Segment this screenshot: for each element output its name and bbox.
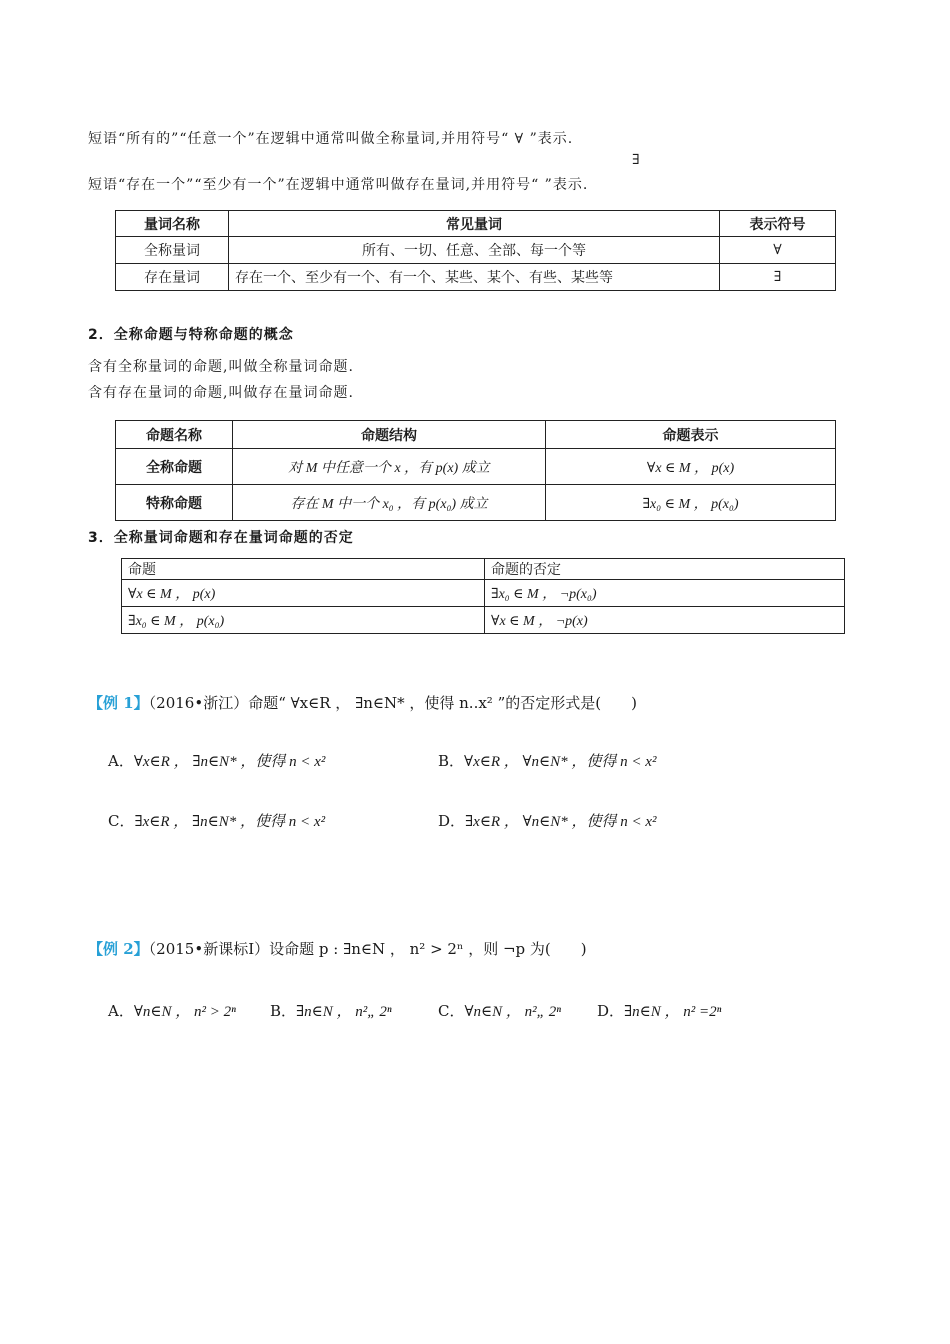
example-1-option-b[interactable] <box>438 750 656 771</box>
example-2-tag: 【例 2】 <box>88 940 149 958</box>
example-1-tag: 【例 1】 <box>88 694 149 712</box>
table-header: 命题名称 <box>116 421 233 449</box>
table-header: 量词名称 <box>116 211 229 237</box>
table-header: 命题的否定 <box>485 559 845 580</box>
proposition-table <box>115 420 836 521</box>
table-cell: 存在 M 中一个 x₀ ，有 p(x₀) 成立 <box>233 485 546 521</box>
table-cell: 存在量词 <box>116 264 229 291</box>
option-text: ∃n∈N ， n²„ 2ⁿ <box>296 1004 392 1020</box>
table-cell: 所有、一切、任意、全部、每一个等 <box>229 237 720 264</box>
option-label: A． <box>108 1002 134 1020</box>
table-header: 常见量词 <box>229 211 720 237</box>
section-title: 2．全称命题与特称命题的概念 <box>88 327 294 343</box>
table-header: 命题 <box>122 559 485 580</box>
table-cell: 全称量词 <box>116 237 229 264</box>
option-text: ∀n∈N ， n² > 2ⁿ <box>133 1004 236 1020</box>
table-cell: 对 M 中任意一个 x ，有 p(x) 成立 <box>233 449 546 485</box>
table-cell: 存在一个、至少有一个、有一个、某些、某个、有些、某些等 <box>229 264 720 291</box>
table-cell: ∀x ∈ M ， p(x) <box>122 580 485 607</box>
option-label: C． <box>108 812 135 830</box>
example-2-option-a[interactable] <box>108 1000 236 1021</box>
table-cell: ∃x₀ ∈ M ， p(x₀) <box>122 607 485 634</box>
table-header: 表示符号 <box>720 211 836 237</box>
table-cell: ∃x₀ ∈ M ， ¬p(x₀) <box>485 580 845 607</box>
option-text: ∃x∈R ， ∀n∈N* ，使得 n < x² <box>465 814 657 830</box>
intro-line-universal: 短语“所有的”“任意一个”在逻辑中通常叫做全称量词,并用符号“ ∀ ”表示. <box>88 131 574 147</box>
definition-line: 含有存在量词的命题,叫做存在量词命题. <box>88 385 354 401</box>
example-1-stem-line <box>88 692 637 713</box>
option-text: ∃n∈N ， n² =2ⁿ <box>624 1004 722 1020</box>
exists-symbol: ∃ <box>632 152 641 168</box>
table-cell: 全称命题 <box>116 449 233 485</box>
table-cell: ∀ <box>720 237 836 264</box>
example-2-option-d[interactable] <box>597 1000 721 1021</box>
section-title: 3．全称量词命题和存在量词命题的否定 <box>88 530 354 546</box>
quantifier-table <box>115 210 836 291</box>
negation-table <box>121 558 845 634</box>
example-2-option-c[interactable] <box>438 1000 561 1021</box>
option-label: B． <box>270 1002 297 1020</box>
option-text: ∀n∈N ， n²„ 2ⁿ <box>464 1004 561 1020</box>
example-1-option-a[interactable] <box>108 750 325 771</box>
option-label: C． <box>438 1002 465 1020</box>
example-1-stem: （2016•浙江）命题“ ∀x∈R ， ∃n∈N* ，使得 n..x² ”的否定形式是( ) <box>148 694 637 712</box>
example-1-option-c[interactable] <box>108 810 325 831</box>
option-text: ∀x∈R ， ∃n∈N* ，使得 n < x² <box>133 754 326 770</box>
option-label: B． <box>438 752 465 770</box>
example-2-stem: （2015•新课标Ⅰ）设命题 p : ∃n∈N ， n² > 2ⁿ ，则 ¬p 为( ) <box>148 940 587 958</box>
example-2-stem-line <box>88 938 587 959</box>
definition-line: 含有全称量词的命题,叫做全称量词命题. <box>88 359 354 375</box>
table-cell: ∀x ∈ M ， p(x) <box>546 449 836 485</box>
table-header: 命题表示 <box>546 421 836 449</box>
option-label: D． <box>438 812 466 830</box>
table-header: 命题结构 <box>233 421 546 449</box>
example-1-option-d[interactable] <box>438 810 657 831</box>
example-2-option-b[interactable] <box>270 1000 392 1021</box>
option-text: ∀x∈R ， ∀n∈N* ，使得 n < x² <box>464 754 657 770</box>
table-cell: ∀x ∈ M ， ¬p(x) <box>485 607 845 634</box>
intro-line-existential: 短语“存在一个”“至少有一个”在逻辑中通常叫做存在量词,并用符号“ ”表示. <box>88 177 589 193</box>
option-label: A． <box>108 752 134 770</box>
table-cell: ∃x₀ ∈ M ， p(x₀) <box>546 485 836 521</box>
option-label: D． <box>597 1002 625 1020</box>
table-cell: 特称命题 <box>116 485 233 521</box>
option-text: ∃x∈R ， ∃n∈N* ，使得 n < x² <box>134 814 326 830</box>
table-cell: ∃ <box>720 264 836 291</box>
